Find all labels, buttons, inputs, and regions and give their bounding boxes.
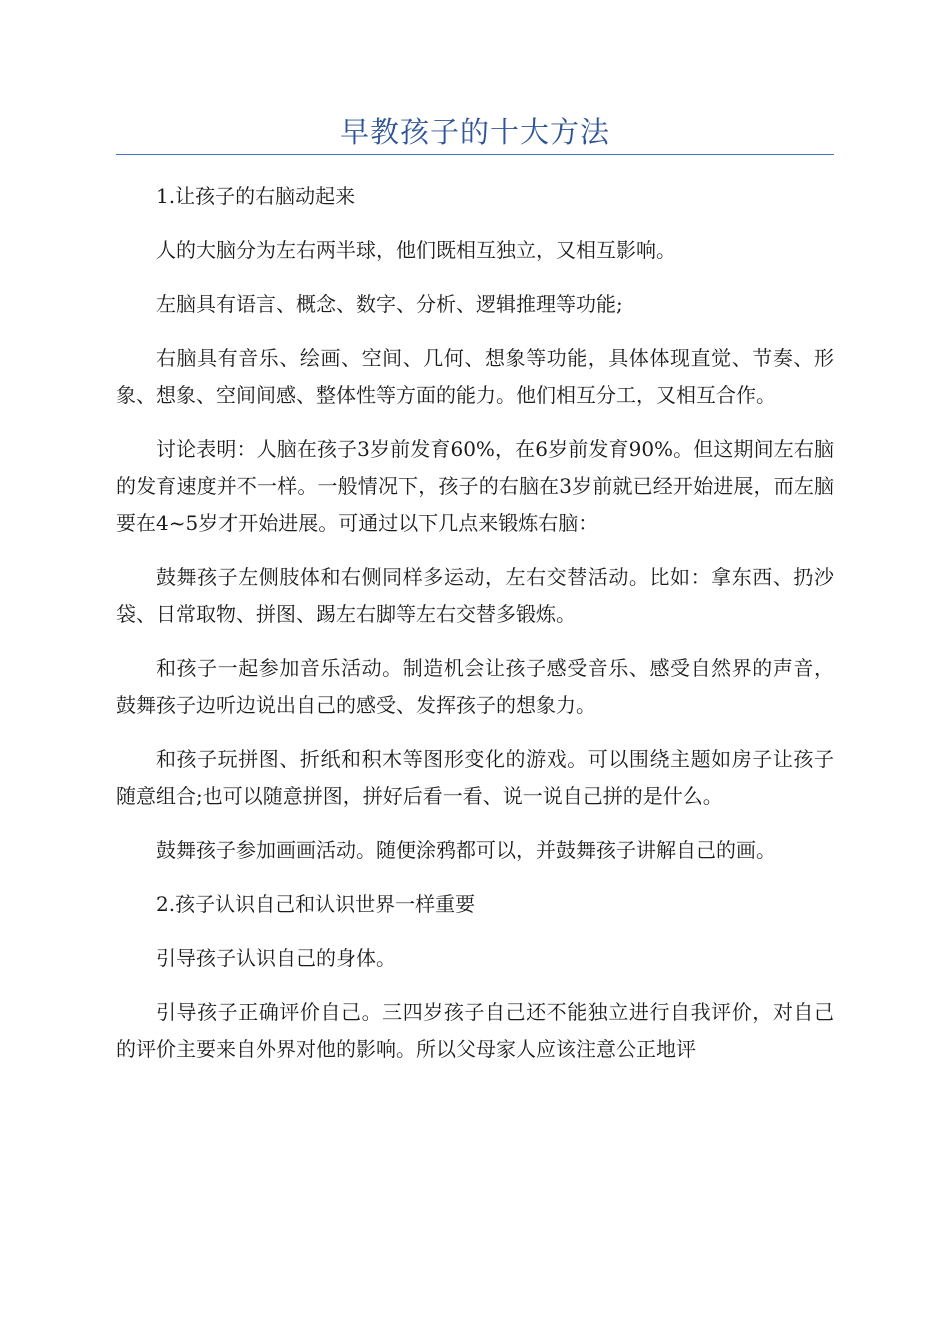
paragraph: 和孩子一起参加音乐活动。制造机会让孩子感受音乐、感受自然界的声音，鼓舞孩子边听边说出自己的感受、发挥孩子的想象力。 [116, 656, 834, 717]
paragraph: 右脑具有音乐、绘画、空间、几何、想象等功能，具体体现直觉、节奏、形象、想象、空间间感、整体性等方面的能力。他们相互分工，又相互合作。 [116, 346, 834, 407]
document-body [116, 178, 834, 1085]
title-block [116, 112, 834, 155]
page-title: 早教孩子的十大方法 [339, 115, 610, 149]
section-heading-1: 1.让孩子的右脑动起来 [156, 184, 356, 208]
paragraph: 引导孩子认识自己的身体。 [156, 946, 396, 970]
title-underline [116, 154, 834, 155]
paragraph: 引导孩子正确评价自己。三四岁孩子自己还不能独立进行自我评价，对自己的评价主要来自外界对他的影响。所以父母家人应该注意公正地评 [116, 1000, 834, 1061]
paragraph: 讨论表明：人脑在孩子3岁前发育60%，在6岁前发育90%。但这期间左右脑的发育速度并不一样。一般情况下，孩子的右脑在3岁前就已经开始进展，而左脑要在4~5岁才开始进展。可通过以下几点来锻炼右脑： [116, 437, 834, 535]
paragraph: 人的大脑分为左右两半球，他们既相互独立，又相互影响。 [156, 238, 676, 262]
paragraph: 左脑具有语言、概念、数字、分析、逻辑推理等功能; [156, 292, 623, 316]
paragraph: 鼓舞孩子左侧肢体和右侧同样多运动，左右交替活动。比如：拿东西、扔沙袋、日常取物、拼图、踢左右脚等左右交替多锻炼。 [116, 565, 834, 626]
paragraph: 和孩子玩拼图、折纸和积木等图形变化的游戏。可以围绕主题如房子让孩子随意组合;也可以随意拼图，拼好后看一看、说一说自己拼的是什么。 [116, 747, 834, 808]
paragraph: 鼓舞孩子参加画画活动。随便涂鸦都可以，并鼓舞孩子讲解自己的画。 [156, 838, 776, 862]
section-heading-2: 2.孩子认识自己和认识世界一样重要 [156, 892, 476, 916]
